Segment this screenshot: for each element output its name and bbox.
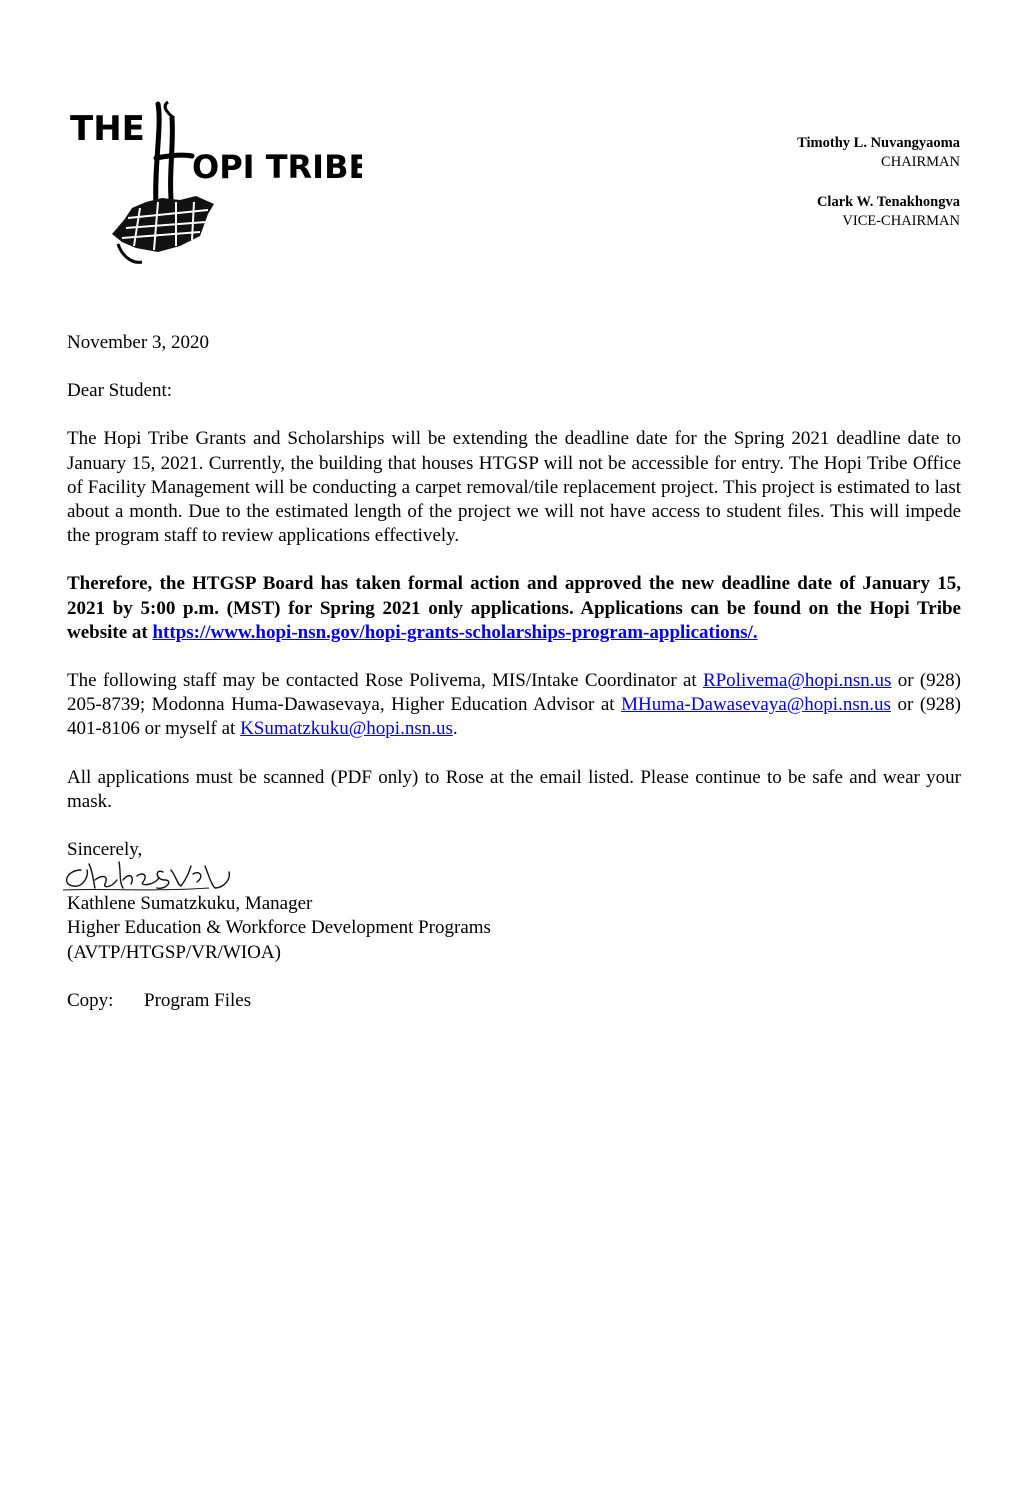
letter-salutation: Dear Student:: [67, 380, 173, 402]
email-link-rpolivema[interactable]: RPolivema@hopi.nsn.us: [702, 670, 892, 692]
signer-department: Higher Education & Workforce Development Programs: [67, 917, 491, 939]
logo-text-the: THE: [70, 109, 145, 149]
email-link-ksumatzkuku[interactable]: KSumatzkuku@hopi.nsn.us: [240, 718, 453, 740]
board-action-text: Therefore, the HTGSP Board has taken formal action and approved the new deadline date of January 15, 2021 by 5:00 p.m. (MST) for Spring 2021 only applications. Applications can be found on the Hopi Tribe website at: [67, 573, 961, 643]
paragraph-scan-instructions: All applications must be scanned (PDF only) to Rose at the email listed. Please continue to be safe and wear your mask.: [67, 766, 961, 812]
signature-block: [67, 838, 961, 965]
vice-chairman-title: VICE-CHAIRMAN: [842, 213, 960, 229]
copy-line: [67, 989, 961, 1013]
applications-link[interactable]: https://www.hopi-nsn.gov/hopi-grants-scholarships-program-applications/.: [152, 621, 758, 643]
contacts-end: .: [452, 718, 458, 740]
contacts-mid-2: or (928) 401-8106 or myself at: [67, 694, 962, 740]
paragraph-contacts: [67, 669, 961, 742]
paragraph-deadline-extension: The Hopi Tribe Grants and Scholarships will be extending the deadline date for the Spring 2021 deadline date to January 15, 2021. Currently, the building that houses HTGSP will not be accessible for entry. The Hopi Tribe Office of Facility Management will be conducting a carpet removal/tile replacement project. This project is estimated to last about a month. Due to the estimated length of the project we will not have access to student files. This will impede the program staff to review applications effectively.: [67, 428, 961, 547]
logo-text-opi-tribe: OPI TRIBE: [192, 148, 362, 186]
copy-value: Program Files: [144, 989, 252, 1011]
signer-programs: (AVTP/HTGSP/VR/WIOA): [67, 941, 281, 963]
hopi-tribe-logo: [62, 96, 362, 271]
letter-body: [67, 331, 961, 1013]
vice-chairman-block: [797, 193, 960, 231]
officials-block: [797, 134, 960, 231]
email-link-mhuma-dawasevaya[interactable]: MHuma-Dawasevaya@hopi.nsn.us: [621, 694, 891, 716]
chairman-block: [797, 134, 960, 172]
chairman-title: CHAIRMAN: [881, 154, 960, 170]
vice-chairman-name: Clark W. Tenakhongva: [816, 194, 960, 210]
signer-name: Kathlene Sumatzkuku, Manager: [67, 893, 313, 915]
contacts-intro: The following staff may be contacted Rose Polivema, MIS/Intake Coordinator at: [67, 670, 703, 692]
contacts-mid-1: or (928) 205-8739; Modonna Huma-Dawasevaya, Higher Education Advisor at: [67, 670, 961, 716]
chairman-name: Timothy L. Nuvangyaoma: [797, 135, 960, 151]
paragraph-board-action: [67, 572, 961, 645]
letter-date: November 3, 2020: [67, 332, 209, 353]
copy-label: Copy:: [67, 989, 114, 1011]
closing-text: Sincerely,: [67, 839, 143, 861]
